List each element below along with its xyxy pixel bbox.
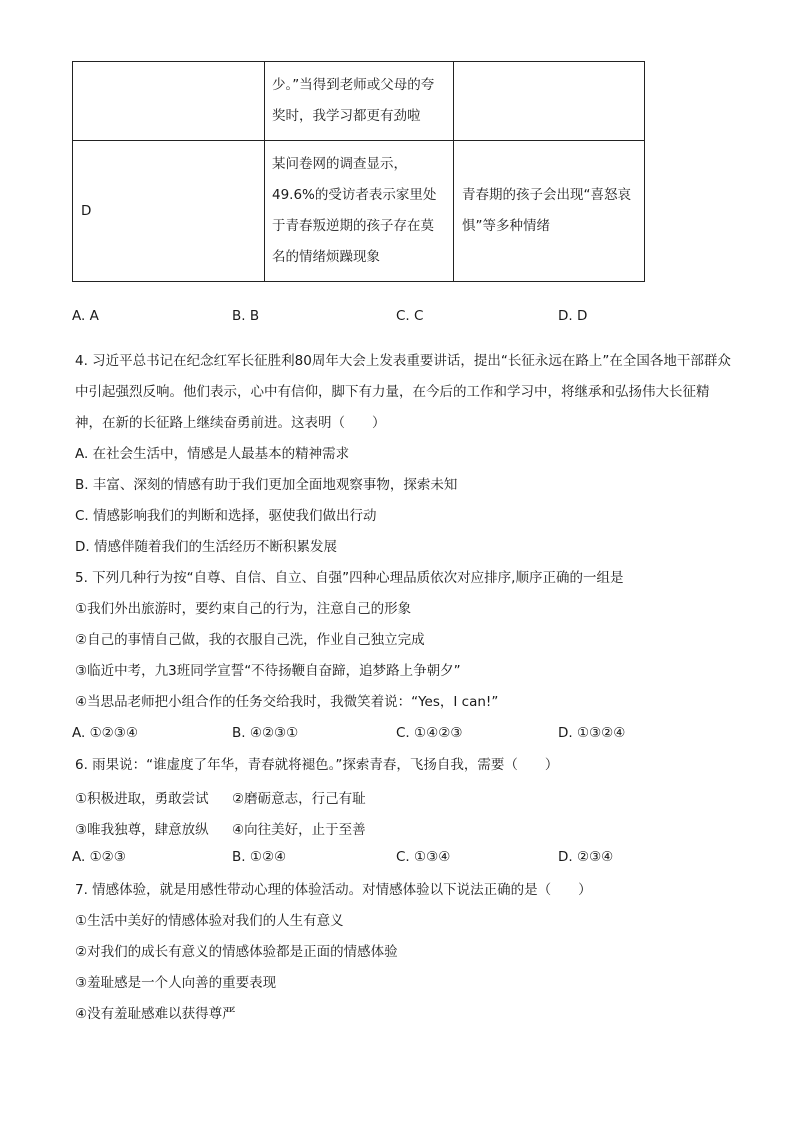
q5-item-3: ③临近中考，九3班同学宣誓“不待扬鞭自奋蹄，追梦路上争朝夕” [75, 663, 461, 679]
table-row [73, 141, 645, 282]
q6-row-2 [75, 818, 725, 838]
q7-item-3: ③羞耻感是一个人向善的重要表现 [75, 975, 277, 991]
q4-stem: 4. 习近平总书记在纪念红军长征胜利80周年大会上发表重要讲话，提出“长征永远在路上”在全国各地干部群众中引起强烈反响。他们表示，心中有信仰，脚下有力量，在今后的工作和学习中，将继承和弘扬伟大长征精神，在新的长征路上继续奋勇前进。这表明（ ） [75, 353, 731, 431]
table-cell: 某问卷网的调查显示，49.6%的受访者表示家里处于青春叛逆期的孩子存在莫名的情绪烦躁现象 [265, 141, 454, 282]
q5-option-a: A. ①②③④ [72, 725, 138, 741]
q5-item-2: ②自己的事情自己做，我的衣服自己洗，作业自己独立完成 [75, 632, 425, 648]
table-cell: D [73, 141, 265, 282]
q4-option-a: A. 在社会生活中，情感是人最基本的精神需求 [75, 446, 350, 462]
q3-option-a: A. A [72, 308, 99, 324]
q6-option-a: A. ①②③ [72, 849, 126, 865]
q7-item-4: ④没有羞耻感难以获得尊严 [75, 1006, 236, 1022]
q6-option-d: D. ②③④ [558, 849, 614, 865]
q6-options [72, 849, 722, 869]
q4-option-b: B. 丰富、深刻的情感有助于我们更加全面地观察事物，探索未知 [75, 477, 458, 493]
q3-option-c: C. C [396, 308, 424, 324]
q3-options [72, 308, 722, 328]
question-table [72, 61, 645, 282]
q6-row-1 [75, 787, 725, 807]
q3-option-b: B. B [232, 308, 260, 324]
q5-item-4: ④当思品老师把小组合作的任务交给我时，我微笑着说：“Yes，I can!” [75, 694, 499, 710]
q7-stem: 7. 情感体验，就是用感性带动心理的体验活动。对情感体验以下说法正确的是（ ） [75, 882, 592, 898]
q5-option-d: D. ①③②④ [558, 725, 626, 741]
q5-option-b: B. ④②③① [232, 725, 299, 741]
q6-item-1: ①积极进取，勇敢尝试 [75, 791, 209, 807]
table-cell: 少。”当得到老师或父母的夸奖时，我学习都更有劲啦 [265, 62, 454, 141]
table-row [73, 62, 645, 141]
q6-item-2: ②磨砺意志，行己有耻 [232, 791, 366, 807]
q6-stem: 6. 雨果说：“谁虚度了年华，青春就将褪色。”探索青春，飞扬自我，需要（ ） [75, 757, 559, 773]
q5-option-c: C. ①④②③ [396, 725, 463, 741]
table-cell [454, 62, 645, 141]
q6-item-4: ④向往美好，止于至善 [232, 822, 366, 838]
q5-stem: 5. 下列几种行为按“自尊、自信、自立、自强”四种心理品质依次对应排序,顺序正确的一组是 [75, 570, 624, 586]
q3-option-d: D. D [558, 308, 588, 324]
q6-option-c: C. ①③④ [396, 849, 451, 865]
q4-option-d: D. 情感伴随着我们的生活经历不断积累发展 [75, 539, 337, 555]
q4-option-c: C. 情感影响我们的判断和选择，驱使我们做出行动 [75, 508, 377, 524]
table-cell: 青春期的孩子会出现“喜怒哀惧”等多种情绪 [454, 141, 645, 282]
q5-item-1: ①我们外出旅游时，要约束自己的行为，注意自己的形象 [75, 601, 412, 617]
q5-options [72, 725, 722, 745]
table-cell [73, 62, 265, 141]
q6-item-3: ③唯我独尊，肆意放纵 [75, 822, 209, 838]
q7-item-1: ①生活中美好的情感体验对我们的人生有意义 [75, 913, 344, 929]
q6-option-b: B. ①②④ [232, 849, 287, 865]
q7-item-2: ②对我们的成长有意义的情感体验都是正面的情感体验 [75, 944, 398, 960]
